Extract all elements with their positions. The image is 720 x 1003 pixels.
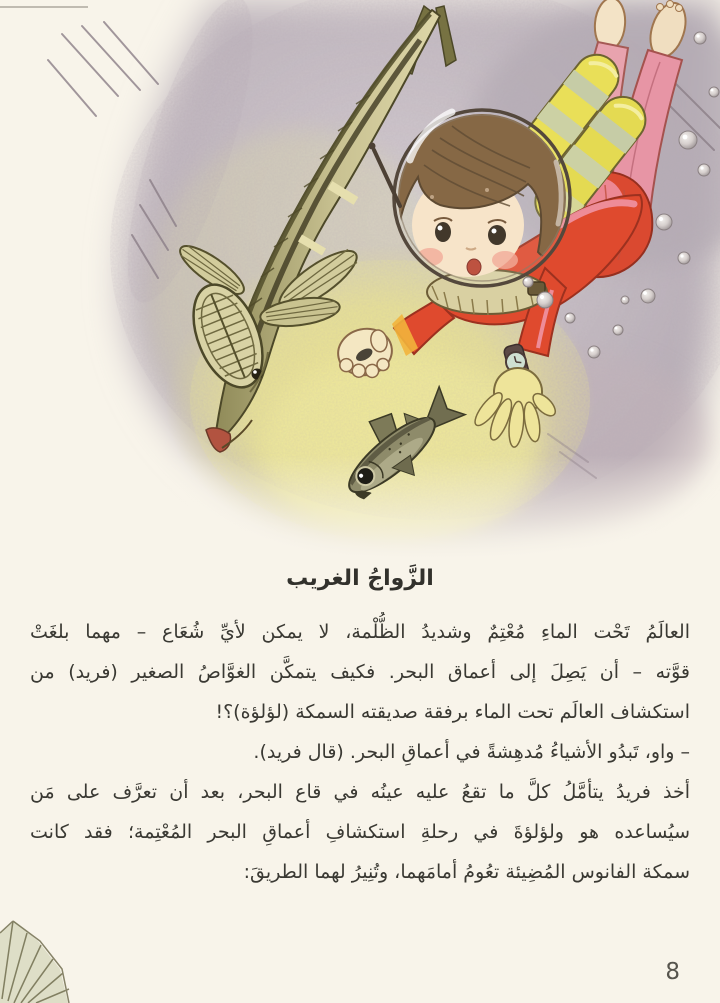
paragraph-line: – واو، تَبدُو الأشياءُ مُدهِشةً في أعماقِ البحر. (قال فريد). xyxy=(253,741,690,763)
paragraph-line: سمكة الفانوس المُضِيئة تعُومُ أمامَهما، وتُنِيرُ لهما الطريقَ: xyxy=(243,861,690,883)
glass-helmet xyxy=(394,110,570,286)
paragraph-line: استكشاف العالَم تحت الماء برفقة صديقته السمكة (لؤلؤة)؟! xyxy=(215,701,690,723)
page-title: الزَّواجُ الغريب xyxy=(286,566,434,591)
corner-fin-illustration xyxy=(0,911,80,1003)
paragraph-line: قوَّته – أن يَصِلَ إلى أعماق البحر. فكيف يتمكَّن الغوَّاصُ الصغير (فريد) من xyxy=(30,661,690,683)
paragraph-line: العالَمُ تَحْت الماءِ مُعْتِمٌ وشديدُ الظُّلْمة، لا يمكن لأيِّ شُعَاع – مهما بلغَتْ xyxy=(30,621,690,643)
paragraph-line: سيُساعده هو ولؤلؤةَ في رحلةِ استكشافِ أعماقِ البحر المُعْتِمة؛ فقد كانت xyxy=(30,821,690,843)
story-paragraph xyxy=(30,612,690,892)
fish-eye-glint xyxy=(253,370,257,374)
paragraph-line: أخذ فريدُ يتأمَّلُ كلَّ ما تقعُ عليه عينُه في قاع البحر، بعد أن تعرَّف على مَن xyxy=(30,781,690,803)
page-number: 8 xyxy=(665,959,680,985)
